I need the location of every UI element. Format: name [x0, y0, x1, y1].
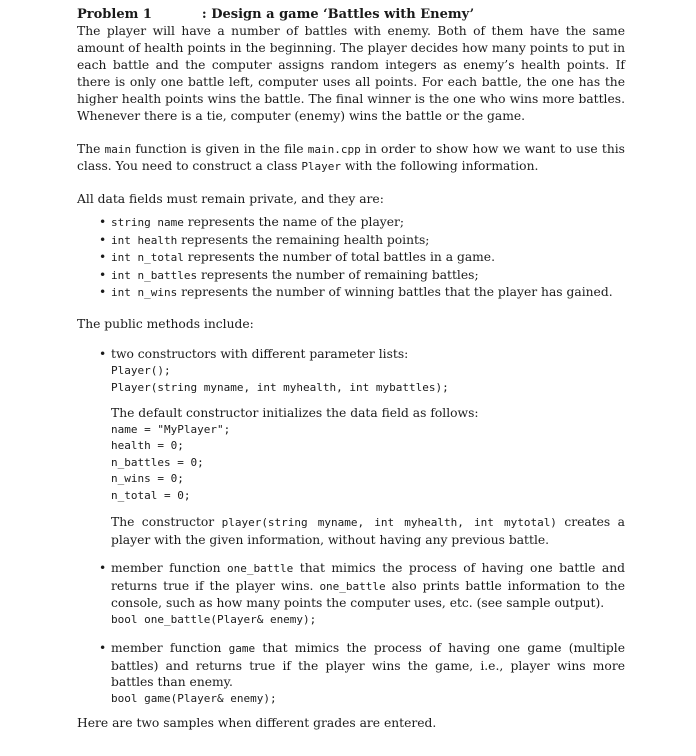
code-init-health: health = 0;	[111, 439, 184, 452]
code-init-wins: n_wins = 0;	[111, 472, 184, 485]
bullet-icon: •	[99, 250, 107, 264]
fields-list	[77, 214, 625, 302]
code-one-battle: one_battle	[227, 562, 294, 575]
field-code: int health	[111, 233, 178, 247]
code-ctor-signature: player(string myname, int myhealth, int mytotal)	[221, 516, 557, 529]
list-item-one-battle	[77, 560, 625, 628]
main-paragraph	[77, 141, 625, 175]
list-item-game	[77, 640, 625, 707]
text-run: function is given in the file	[131, 142, 308, 156]
bullet-icon: •	[99, 232, 107, 247]
text-run: member function	[111, 641, 229, 655]
code-game-signature: bool game(Player& enemy);	[111, 691, 277, 705]
list-item	[77, 267, 625, 285]
constructors-text: two constructors with different parameter lists:	[111, 346, 409, 361]
text-run: member function	[111, 561, 228, 575]
bullet-icon: •	[99, 346, 107, 361]
field-desc: represents the name of the player;	[183, 215, 405, 229]
list-item	[77, 214, 625, 232]
code-init-name: name = "MyPlayer";	[111, 422, 231, 436]
list-item-constructors	[77, 346, 625, 549]
text-run: in order to show how we want to use this class. You need to construct a class	[77, 142, 625, 173]
field-desc: represents the number of remaining battles;	[197, 267, 479, 282]
problem-heading	[77, 6, 625, 23]
text-run: creates a player with the given information, without having any previous battle.	[111, 515, 625, 547]
list-item	[77, 284, 625, 302]
bullet-icon: •	[99, 267, 107, 282]
problem-title: : Design a game ‘Battles with Enemy’	[201, 7, 475, 22]
code-game: game	[228, 642, 256, 655]
ctor-description	[111, 514, 625, 548]
text-run: that mimics the process of having one game (multiple battles) and returns true if the player wins the game, i.e., player wins more battles than enemy.	[111, 641, 625, 689]
bullet-icon: •	[99, 215, 107, 229]
bullet-icon: •	[99, 561, 107, 575]
code-param-ctor: Player(string myname, int myhealth, int mybattles);	[111, 380, 449, 394]
text-run: The	[77, 142, 105, 156]
list-item	[77, 249, 625, 267]
code-one-battle: one_battle	[319, 579, 386, 593]
field-code: string name	[111, 216, 184, 229]
text-run: that mimics the process of having one battle and returns true if the player wins.	[111, 561, 626, 593]
code-player: Player	[301, 160, 342, 173]
text-run: The constructor	[111, 515, 222, 529]
intro-paragraph: The player will have a number of battles with enemy. Both of them have the same amount of health points in the beginning. The player decides how many points to put in each battle and the computer assigns random integers as enemy’s health points. If there is only one battle left, computer uses all points. For each battle, the one has the higher health points wins the battle. The final winner is the one who wins more battles. Whenever there is a tie, computer (enemy) wins the battle or the game.	[77, 24, 625, 123]
closing-paragraph: Here are two samples when different grades are entered.	[77, 716, 437, 730]
code-default-ctor: Player();	[111, 364, 171, 377]
field-code: int n_battles	[111, 268, 198, 282]
code-main-cpp: main.cpp	[307, 143, 361, 156]
fields-heading: All data fields must remain private, and they are:	[77, 192, 384, 206]
problem-label: Problem 1	[77, 7, 152, 22]
field-desc: represents the number of winning battles that the player has gained.	[177, 285, 613, 299]
bullet-icon: •	[99, 641, 107, 655]
code-one-battle-signature: bool one_battle(Player& enemy);	[111, 612, 317, 626]
bullet-icon: •	[99, 285, 107, 299]
problem-document	[77, 6, 625, 732]
field-code: int n_total	[111, 251, 184, 264]
text-run: with the following information.	[341, 159, 539, 173]
list-item	[77, 232, 625, 250]
code-init-total: n_total = 0;	[111, 488, 191, 502]
code-main: main	[104, 143, 132, 156]
default-ctor-text: The default constructor initializes the data field as follows:	[111, 406, 479, 420]
methods-list	[77, 346, 625, 708]
methods-heading: The public methods include:	[77, 316, 254, 331]
text-run: also prints battle information to the console, such as how many points the computer uses, etc. (see sample output).	[111, 578, 625, 610]
field-desc: represents the remaining health points;	[177, 232, 430, 247]
field-code: int n_wins	[111, 286, 178, 299]
code-init-battles: n_battles = 0;	[111, 455, 204, 469]
field-desc: represents the number of total battles in a game.	[183, 250, 495, 264]
